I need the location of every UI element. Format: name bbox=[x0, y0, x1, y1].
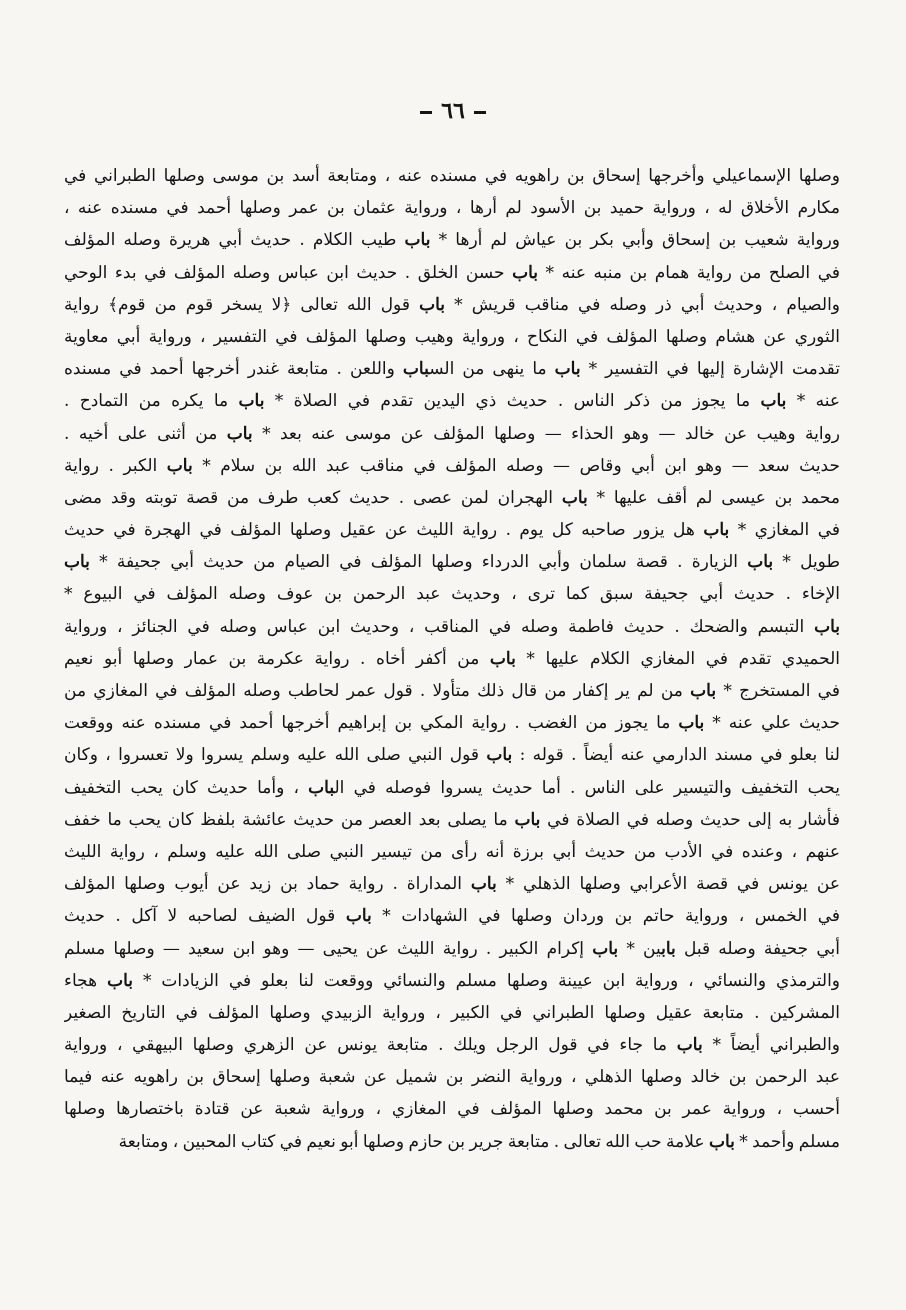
text-line: لنا بعلو في مسند الدارمي عنه أيضاً . قوله : باب قول النبي صلى الله عليه وسلم يسروا ولا تعسروا ، وكان bbox=[64, 745, 840, 766]
bab-heading-word: باب bbox=[690, 681, 717, 701]
bab-heading-word: باب bbox=[402, 359, 430, 380]
text-line: الإخاء . حديث أبي جحيفة سبق كما ترى ، وحديث عبد الرحمن بن عوف وصله المؤلف في البيوع * bbox=[64, 584, 840, 605]
text-line: حديث علي عنه * باب ما يجوز من الغضب . رواية المكي بن إبراهيم أخرجها أحمد في مسنده عنه ووقعت bbox=[64, 713, 840, 734]
text-line: والترمذي والنسائي ، ورواية ابن عيينة وصلها مسلم والنسائي ووقعت لنا بعلو في الزيادات * باب هجاء bbox=[64, 970, 840, 991]
text-line: في الخمس ، ورواية حاتم بن وردان وصلها في الشهادات * باب قول الضيف لصاحبه لا آكل . حديث bbox=[64, 906, 840, 927]
text-line: رواية وهيب عن خالد — وهو الحذاء — وصلها المؤلف عن موسى عنه بعد * باب من أثنى على أخيه . bbox=[64, 423, 840, 444]
bab-heading-word: باب bbox=[489, 648, 516, 669]
text-line: مسلم وأحمد * باب علامة حب الله تعالى . متابعة جرير بن حازم وصلها أبو نعيم في كتاب المحبين ، ومتابعة bbox=[118, 1131, 840, 1152]
bab-heading-word: باب bbox=[486, 745, 513, 766]
text-line: طويل * باب الزيارة . قصة سلمان وأبي الدرداء وصلها المؤلف في الصيام من حديث أبي جحيفة * باب bbox=[64, 552, 840, 573]
bab-heading-word: باب bbox=[107, 970, 133, 991]
text-line: والصيام ، وحديث أبي ذر وصله في مناقب قريش * باب قول الله تعالى ﴿لا يسخر قوم من قوم﴾ رواية bbox=[64, 294, 840, 315]
page-number bbox=[0, 96, 906, 126]
bab-heading-word: باب bbox=[308, 777, 335, 798]
text-line: وصلها الإسماعيلي وأخرجها إسحاق بن راهويه في مسنده عنه ، ومتابعة أسد بن موسى وصلها الطبراني في bbox=[64, 166, 840, 186]
text-line: الثوري عن هشام وصلها المؤلف في النكاح ، ورواية وهيب وصلها المؤلف في التفسير ، ورواية أبي معاوية bbox=[64, 326, 840, 347]
text-line: فأشار به إلى حديث وصله في الصلاة في باب ما يصلى بعد العصر من حديث عائشة بلفظ كان يحب ما خفف bbox=[64, 809, 840, 830]
page-number-dash bbox=[474, 111, 486, 114]
text-line: عن يونس في قصة الأعرابي وصلها الذهلي * باب المداراة . رواية حماد بن زيد عن أيوب وصلها المؤلف bbox=[64, 874, 840, 895]
page-number-text: ٦٦ bbox=[441, 98, 465, 124]
text-line: يحب التخفيف والتيسير على الناس . أما حديث يسروا فوصله في الباب ، وأما حديث كان يحب التخفيف bbox=[64, 777, 840, 798]
bab-heading-word: باب bbox=[512, 262, 539, 283]
text-line: في المغازي * باب هل يزور صاحبه كل يوم . رواية الليث عن عقيل وصلها المؤلف في الهجرة في حديث bbox=[64, 520, 840, 541]
bab-heading-word: باب bbox=[592, 938, 619, 959]
text-line: المشركين . متابعة عقيل وصلها الطبراني في الكبير ، ورواية الزبيدي وصلها المؤلف في التاريخ الصغير bbox=[64, 1002, 840, 1023]
bab-heading-word: باب bbox=[703, 520, 730, 541]
text-line: عبد الرحمن بن خالد وصلها الذهلي ، ورواية النضر بن شميل عن شعبة وصلها إسحاق بن راهويه عنه فيما bbox=[64, 1067, 840, 1088]
bab-heading-word: باب bbox=[404, 230, 431, 251]
bab-heading-word: باب bbox=[676, 1035, 703, 1056]
text-line: والطبراني أيضاً * باب ما جاء في قول الرجل ويلك . متابعة يونس عن الزهري وصلها البيهقي ، ورواية bbox=[64, 1035, 840, 1056]
text-line: مكارم الأخلاق له ، ورواية حميد بن الأسود لم أرها ، ورواية عثمان بن عمر وصلها أحمد في مسنده عنه ، bbox=[64, 198, 840, 219]
bab-heading-word: باب bbox=[747, 552, 774, 573]
bab-heading-word: باب bbox=[561, 487, 588, 508]
bab-heading-word: باب bbox=[708, 1131, 735, 1152]
text-line: تقدمت الإشارة إليها في التفسير * باب ما ينهى من السباب واللعن . متابعة غندر أخرجها أحمد في مسنده bbox=[64, 359, 840, 380]
text-line: أحسب ، ورواية عمر بن محمد وصلها المؤلف في المغازي ، ورواية شعبة عن قتادة باختصارها وصلها bbox=[64, 1099, 840, 1120]
bab-heading-word: باب bbox=[226, 423, 253, 444]
text-line: في المستخرج * باب من لم ير إكفار من قال ذلك متأولا . قول عمر لحاطب وصله المؤلف في المغازي من bbox=[64, 681, 840, 701]
text-line: في الصلح من رواية همام بن منبه عنه * باب حسن الخلق . حديث ابن عباس وصله المؤلف في بدء الوحي bbox=[64, 262, 840, 283]
text-line: حديث سعد — وهو ابن أبي وقاص — وصله المؤلف في مناقب عبد الله بن سلام * باب الكبر . رواية bbox=[64, 455, 840, 476]
bab-heading-word: باب bbox=[760, 391, 787, 412]
bab-heading-word: باب bbox=[166, 455, 193, 476]
bab-heading-word: باب bbox=[554, 359, 581, 380]
bab-heading-word: باب bbox=[470, 874, 497, 895]
bab-heading-word: باب bbox=[661, 938, 676, 959]
text-line: محمد بن عيسى لم أقف عليها * باب الهجران لمن عصى . حديث كعب طرف من قصة توبته وقد مضى bbox=[64, 487, 840, 508]
text-line: باب التبسم والضحك . حديث فاطمة وصله في المناقب ، وحديث ابن عباس وصله في الجنائز ، ورواية bbox=[64, 616, 840, 637]
text-line: الحميدي تقدم في المغازي الكلام عليها * باب من أكفر أخاه . رواية عكرمة بن عمار وصلها أبو نعيم bbox=[64, 648, 840, 669]
bab-heading-word: باب bbox=[514, 809, 541, 830]
bab-heading-word: باب bbox=[419, 294, 445, 315]
bab-heading-word: باب bbox=[678, 713, 705, 734]
text-line: أبي جحيفة وصله قبل بابين * باب إكرام الكبير . رواية الليث عن يحيى — وهو ابن سعيد — وصلها مسلم bbox=[64, 938, 840, 959]
bab-heading-word: باب bbox=[64, 552, 90, 573]
text-line: ورواية شعيب بن إسحاق وأبي بكر بن عياش لم أرها * باب طيب الكلام . حديث أبي هريرة وصله المؤلف bbox=[64, 230, 840, 251]
bab-heading-word: باب bbox=[238, 391, 265, 412]
text-line: عنه * باب ما يجوز من ذكر الناس . حديث ذي اليدين تقدم في الصلاة * باب ما يكره من التمادح . bbox=[64, 391, 840, 412]
page-number-dash bbox=[420, 111, 432, 114]
text-line: عنهم ، وعنده في الأدب من حديث أبي برزة أنه رأى من تيسير النبي صلى الله عليه وسلم ، رواية الليث bbox=[64, 841, 840, 862]
bab-heading-word: باب bbox=[814, 616, 840, 637]
body-text bbox=[64, 160, 840, 1158]
bab-heading-word: باب bbox=[345, 906, 372, 927]
